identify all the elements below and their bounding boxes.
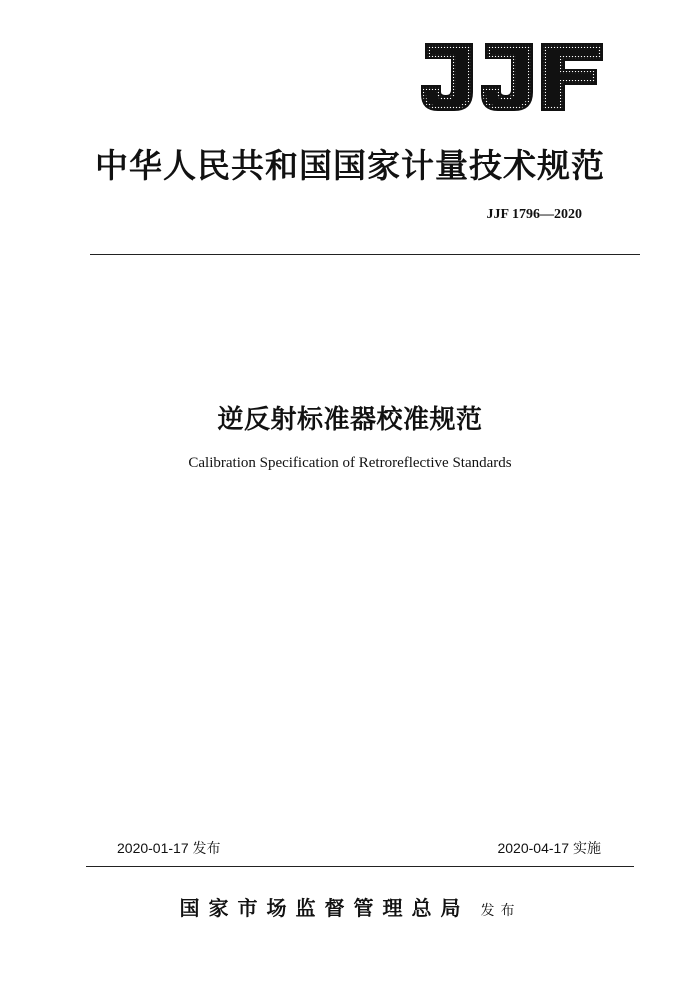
jjf-emblem-icon: [416, 40, 606, 116]
publish-label: 发布: [480, 903, 521, 919]
document-number: JJF 1796—2020: [486, 207, 582, 222]
publisher-name: 国家市场监督管理总局: [179, 896, 470, 920]
publisher-line: [0, 892, 700, 921]
implementation-date: 2020-04-17 实施: [497, 840, 601, 856]
issue-date: 2020-01-17 发布: [117, 840, 221, 856]
header-divider: [90, 254, 640, 255]
category-title: 中华人民共和国国家计量技术规范: [95, 146, 605, 185]
logo-letter-j-2: [482, 44, 532, 110]
document-title-en: Calibration Specification of Retroreflective Standards: [188, 455, 512, 471]
footer-divider: [86, 866, 634, 867]
logo-letter-j-1: [422, 44, 472, 110]
document-title-cn: 逆反射标准器校准规范: [217, 405, 483, 435]
jjf-logo: [416, 40, 606, 116]
logo-letter-f: [542, 44, 602, 110]
